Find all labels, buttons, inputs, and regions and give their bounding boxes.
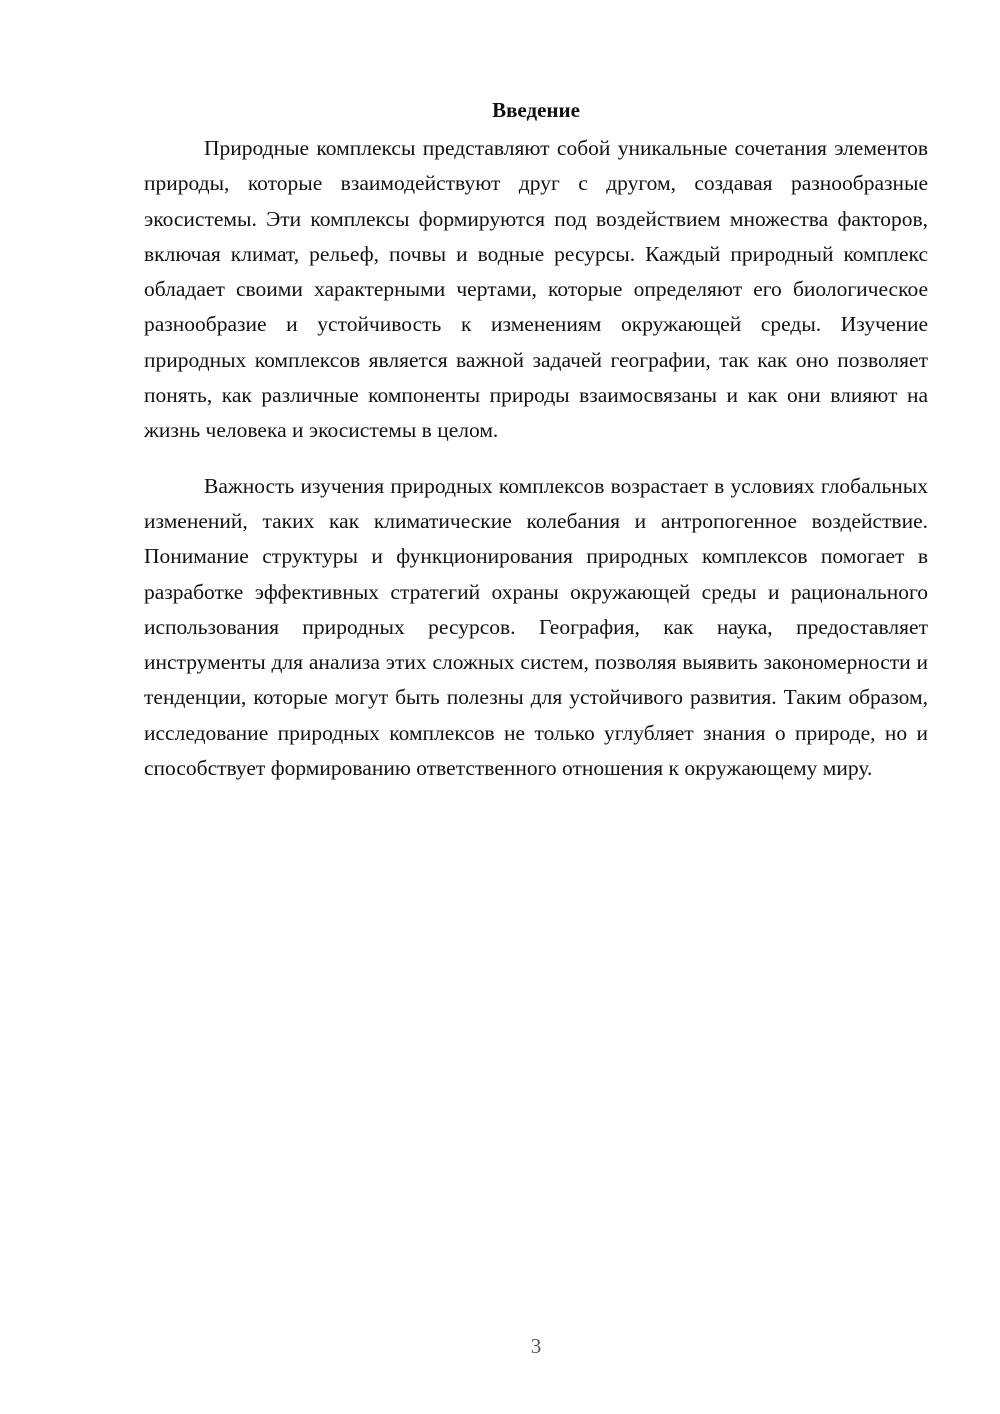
paragraph-1: Природные комплексы представляют собой уникальные сочетания элементов природы, которые взаимодействуют друг с другом, создавая разнообразные экосистемы. Эти комплексы формируются под воздействием множества факторов, включая климат, рельеф, почвы и водные ресурсы. Каждый природный комплекс обладает своими характерными чертами, которые определяют его биологическое разнообразие и устойчивость к изменениям окружающей среды. Изучение природных комплексов является важной задачей географии, так как оно позволяет понять, как различные компоненты природы взаимосвязаны и как они влияют на жизнь человека и экосистемы в целом.	[144, 136, 928, 443]
page-number: 3	[530, 1334, 542, 1358]
paragraph-2: Важность изучения природных комплексов возрастает в условиях глобальных изменений, таких как климатические колебания и антропогенное воздействие. Понимание структуры и функционирования природных комплексов помогает в разработке эффективных стратегий охраны окружающей среды и рационального использования природных ресурсов. География, как наука, предоставляет инструменты для анализа этих сложных систем, позволяя выявить закономерности и тенденции, которые могут быть полезны для устойчивого развития. Таким образом, исследование природных комплексов не только углубляет знания о природе, но и способствует формированию ответственного отношения к окружающему миру.	[144, 473, 928, 781]
section-title: Введение	[492, 98, 580, 122]
page-content	[144, 92, 928, 786]
